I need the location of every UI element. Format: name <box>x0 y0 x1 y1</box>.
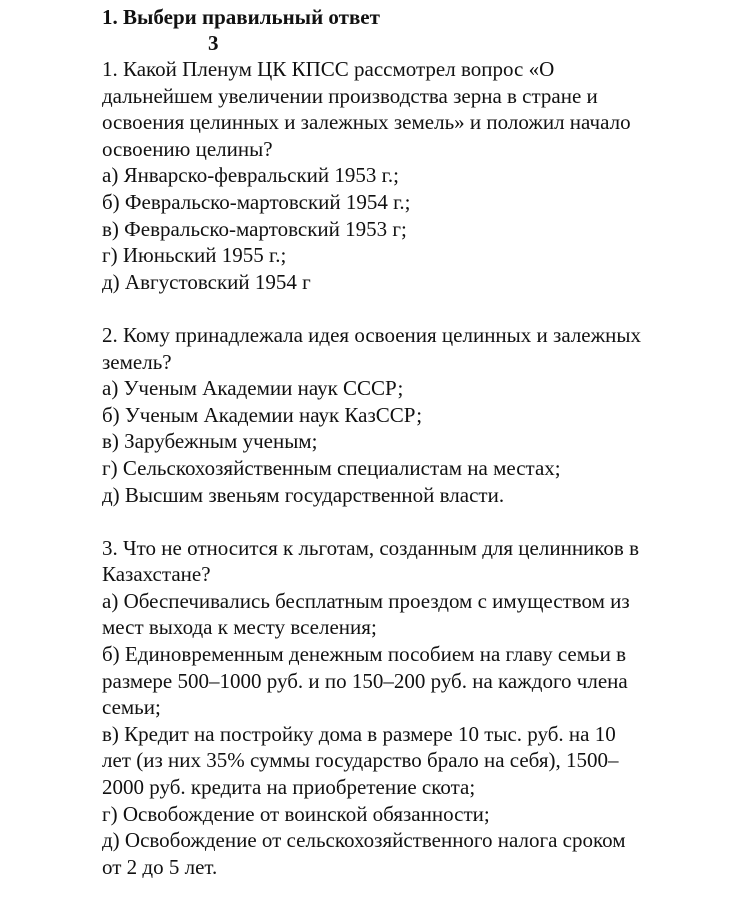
document-page <box>102 4 722 880</box>
answer-option-d: д) Августовский 1954 г <box>102 269 311 294</box>
answer-option-a: а) Ученым Академии наук СССР; <box>102 376 404 401</box>
task-heading: 1. Выбери правильный ответ <box>102 5 380 29</box>
question-text-line: земель? <box>102 349 172 374</box>
question-text-line: Казахстане? <box>102 562 211 587</box>
question-text-line: 1. Какой Пленум ЦК КПСС рассмотрел вопрос «О <box>102 57 555 81</box>
answer-option-a-continued: мест выхода к месту вселения; <box>102 615 377 640</box>
answer-option-v: в) Февральско-мартовский 1953 г; <box>102 216 407 241</box>
paragraph-gap <box>102 295 722 322</box>
paragraph-gap <box>102 508 722 535</box>
answer-option-b: б) Ученым Академии наук КазССР; <box>102 402 423 427</box>
question-2 <box>102 322 722 508</box>
answer-option-v: в) Кредит на постройку дома в размере 10 тыс. руб. на 10 <box>102 721 616 746</box>
answer-option-d: д) Освобождение от сельскохозяйственного налога сроком <box>102 828 626 853</box>
question-text-line: дальнейшем увеличении производства зерна в стране и <box>102 83 598 108</box>
answer-option-d: д) Высшим звеньям государственной власти. <box>102 482 505 507</box>
question-text-line: освоению целины? <box>102 136 273 161</box>
answer-option-d-continued: от 2 до 5 лет. <box>102 854 218 879</box>
variant-number: 3 <box>208 31 219 55</box>
answer-option-g: г) Освобождение от воинской обязанности; <box>102 801 490 826</box>
question-1 <box>102 56 722 295</box>
answer-option-b-continued: семьи; <box>102 695 161 720</box>
answer-option-b: б) Февральско-мартовский 1954 г.; <box>102 189 411 214</box>
answer-option-v-continued: лет (из них 35% суммы государство брало на себя), 1500– <box>102 748 619 773</box>
answer-option-v-continued: 2000 руб. кредита на приобретение скота; <box>102 775 476 800</box>
answer-option-a: а) Январско-февральский 1953 г.; <box>102 163 399 188</box>
answer-option-b: б) Единовременным денежным пособием на главу семьи в <box>102 642 626 667</box>
question-text-line: освоения целинных и залежных земель» и положил начало <box>102 110 631 135</box>
question-3 <box>102 535 722 881</box>
question-text-line: 3. Что не относится к льготам, созданным для целинников в <box>102 535 640 560</box>
answer-option-g: г) Июньский 1955 г.; <box>102 243 287 268</box>
answer-option-a: а) Обеспечивались бесплатным проездом с имуществом из <box>102 588 630 613</box>
answer-option-g: г) Сельскохозяйственным специалистам на местах; <box>102 455 561 480</box>
answer-option-b-continued: размере 500–1000 руб. и по 150–200 руб. на каждого члена <box>102 668 628 693</box>
answer-option-v: в) Зарубежным ученым; <box>102 429 318 454</box>
question-text-line: 2. Кому принадлежала идея освоения целинных и залежных <box>102 322 641 347</box>
